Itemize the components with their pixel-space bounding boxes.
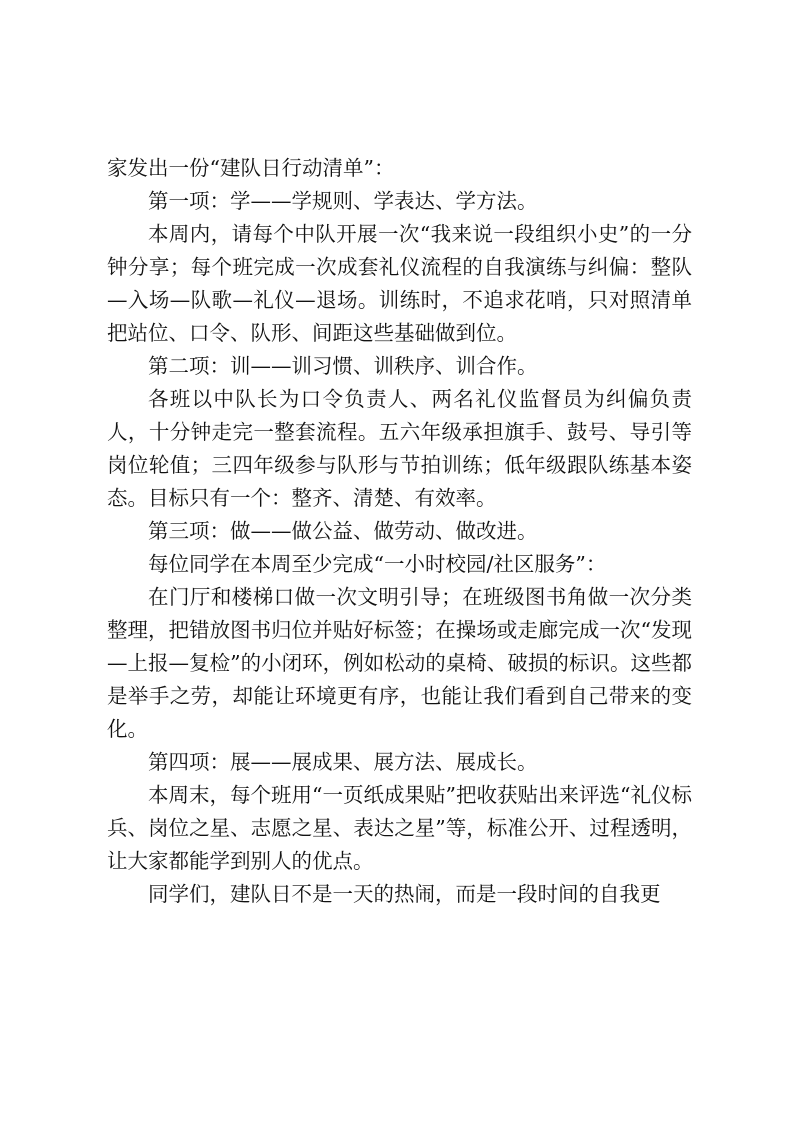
paragraph-item-2-body: 各班以中队长为口令负责人、两名礼仪监督员为纠偏负责人，十分钟走完一整套流程。五六年级承担旗手、鼓号、导引等岗位轮值；三四年级参与队形与节拍训练；低年级跟队练基本姿态。目标只有一个：整齐、清楚、有效率。 [107, 387, 692, 510]
paragraph-item-3-intro: 每位同学在本周至少完成“一小时校园/社区服务”： [148, 552, 607, 576]
paragraph-item-3-body: 在门厅和楼梯口做一次文明引导；在班级图书角做一次分类整理，把错放图书归位并贴好标签；在操场或走廊完成一次“发现—上报—复检”的小闭环，例如松动的桌椅、破损的标识。这些都是举手之劳，却能让环境更有序，也能让我们看到自己带来的变化。 [107, 585, 692, 741]
document-body [107, 152, 692, 911]
paragraph-closing: 同学们，建队日不是一天的热闹，而是一段时间的自我更 [148, 882, 661, 906]
paragraph-item-3-heading: 第三项：做——做公益、做劳动、做改进。 [148, 519, 538, 543]
paragraph-item-2-heading: 第二项：训——训习惯、训秩序、训合作。 [148, 354, 538, 378]
paragraph-item-4-body: 本周末，每个班用“一页纸成果贴”把收获贴出来评选“礼仪标兵、岗位之星、志愿之星、表达之星”等，标准公开、过程透明，让大家都能学到别人的优点。 [107, 783, 692, 873]
paragraph-item-4-heading: 第四项：展——展成果、展方法、展成长。 [148, 750, 538, 774]
paragraph-continuation: 家发出一份“建队日行动清单”： [107, 156, 395, 180]
paragraph-item-1-heading: 第一项：学——学规则、学表达、学方法。 [148, 189, 538, 213]
paragraph-item-1-body: 本周内，请每个中队开展一次“我来说一段组织小史”的一分钟分享；每个班完成一次成套礼仪流程的自我演练与纠偏：整队—入场—队歌—礼仪—退场。训练时，不追求花哨，只对照清单把站位、口令、队形、间距这些基础做到位。 [107, 222, 692, 345]
